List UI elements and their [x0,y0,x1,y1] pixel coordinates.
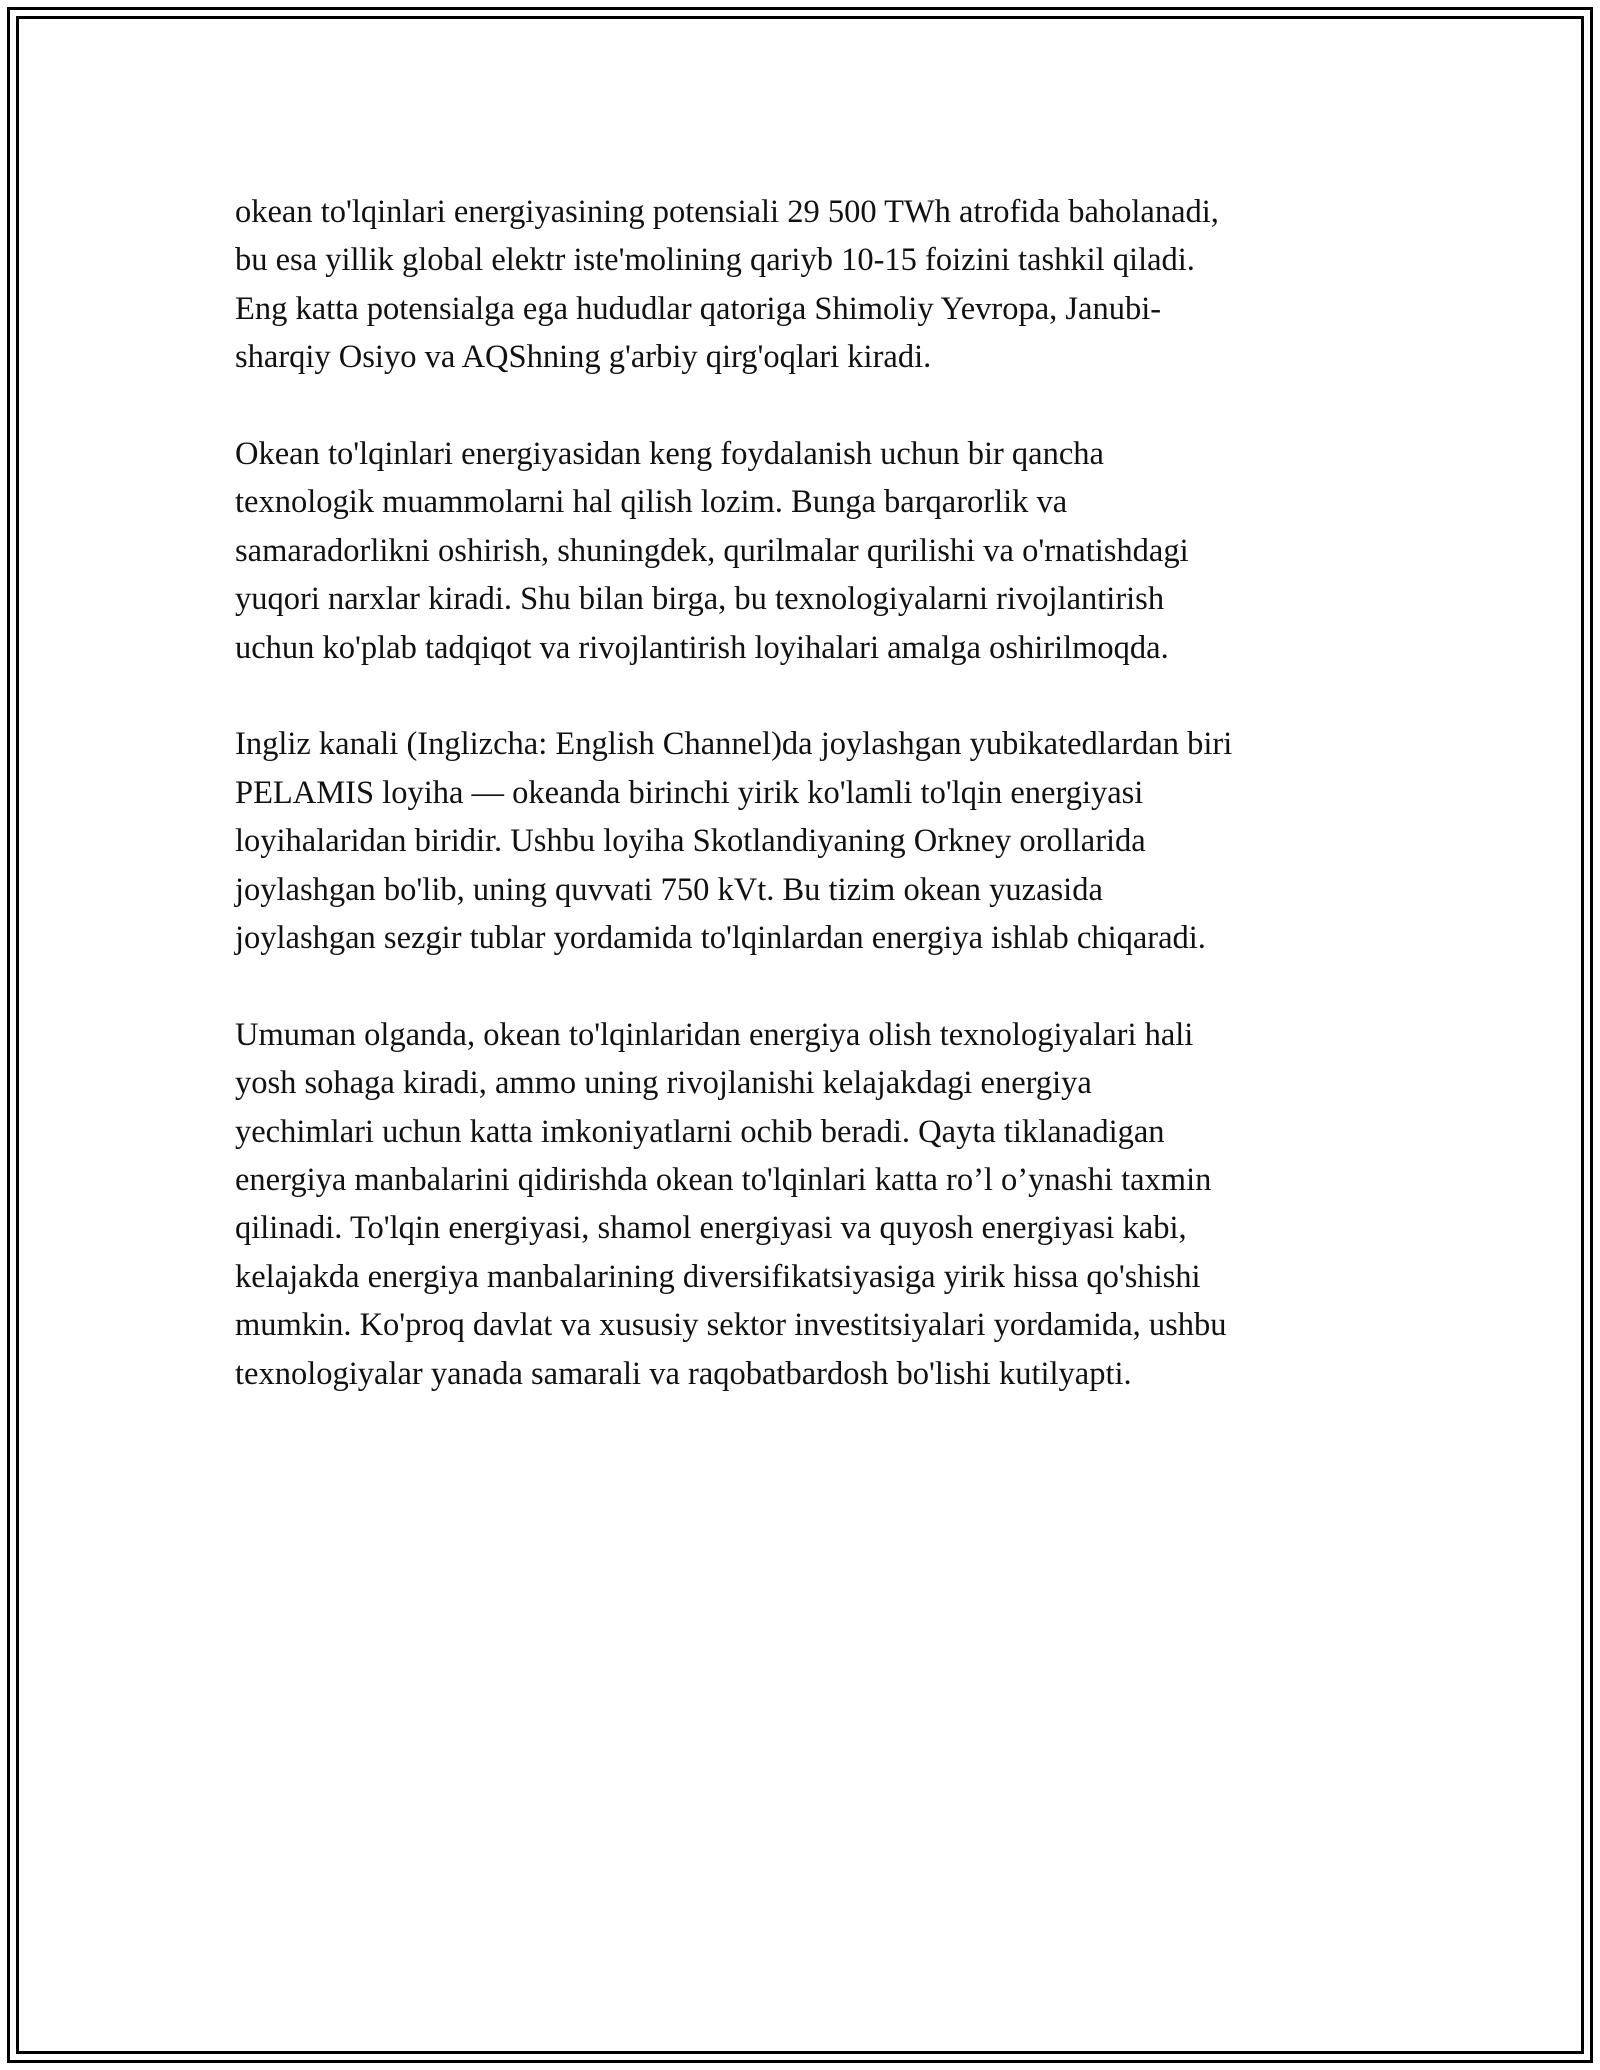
text-line: Ingliz kanali (Inglizcha: English Channel)da joylashgan yubikatedlardan biri [235,726,1233,763]
paragraph-wave-potential [235,188,1375,382]
text-line: energiya manbalarini qidirishda okean to'lqinlari katta ro’l o’ynashi taxmin [235,1162,1212,1199]
text-line: Okean to'lqinlari energiyasidan keng foydalanish uchun bir qancha [235,436,1104,473]
text-line: texnologik muammolarni hal qilish lozim. Bunga barqarorlik va [235,484,1068,521]
text-line: PELAMIS loyiha — okeanda birinchi yirik ko'lamli to'lqin energiyasi [235,774,1144,811]
text-line: mumkin. Ko'proq davlat va xususiy sektor investitsiyalari yordamida, ushbu [235,1307,1227,1344]
text-line: Eng katta potensialga ega hududlar qatoriga Shimoliy Yevropa, Janubi- [235,290,1162,327]
text-line: texnologiyalar yanada samarali va raqobatbardosh bo'lishi kutilyapti. [235,1355,1132,1392]
text-line: samaradorlikni oshirish, shuningdek, qurilmalar qurilishi va o'rnatishdagi [235,532,1189,569]
text-line: qilinadi. To'lqin energiyasi, shamol energiyasi va quyosh energiyasi kabi, [235,1210,1187,1247]
text-line: uchun ko'plab tadqiqot va rivojlantirish loyihalari amalga oshirilmoqda. [235,629,1169,666]
document-body [235,188,1375,1447]
text-line: loyihalaridan biridir. Ushbu loyiha Skotlandiyaning Orkney orollarida [235,823,1146,860]
text-line: yuqori narxlar kiradi. Shu bilan birga, bu texnologiyalarni rivojlantirish [235,581,1165,618]
paragraph-technical-challenges [235,430,1375,672]
text-line: okean to'lqinlari energiyasining potensiali 29 500 TWh atrofida baholanadi, [235,194,1219,230]
text-line: yechimlari uchun katta imkoniyatlarni ochib beradi. Qayta tiklanadigan [235,1113,1165,1150]
paragraph-conclusion [235,1011,1375,1398]
paragraph-pelamis-project [235,720,1375,962]
text-line: Umuman olganda, okean to'lqinlaridan energiya olish texnologiyalari hali [235,1016,1194,1053]
text-line: joylashgan sezgir tublar yordamida to'lqinlardan energiya ishlab chiqaradi. [235,920,1206,957]
text-line: sharqiy Osiyo va AQShning g'arbiy qirg'oqlari kiradi. [235,339,932,376]
text-line: kelajakda energiya manbalarining diversifikatsiyasiga yirik hissa qo'shishi [235,1258,1201,1295]
text-line: yosh sohaga kiradi, ammo uning rivojlanishi kelajakdagi energiya [235,1065,1092,1102]
text-line: joylashgan bo'lib, uning quvvati 750 kVt. Bu tizim okean yuzasida [235,871,1103,908]
text-line: bu esa yillik global elektr iste'molining qariyb 10-15 foizini tashkil qiladi. [235,242,1195,279]
